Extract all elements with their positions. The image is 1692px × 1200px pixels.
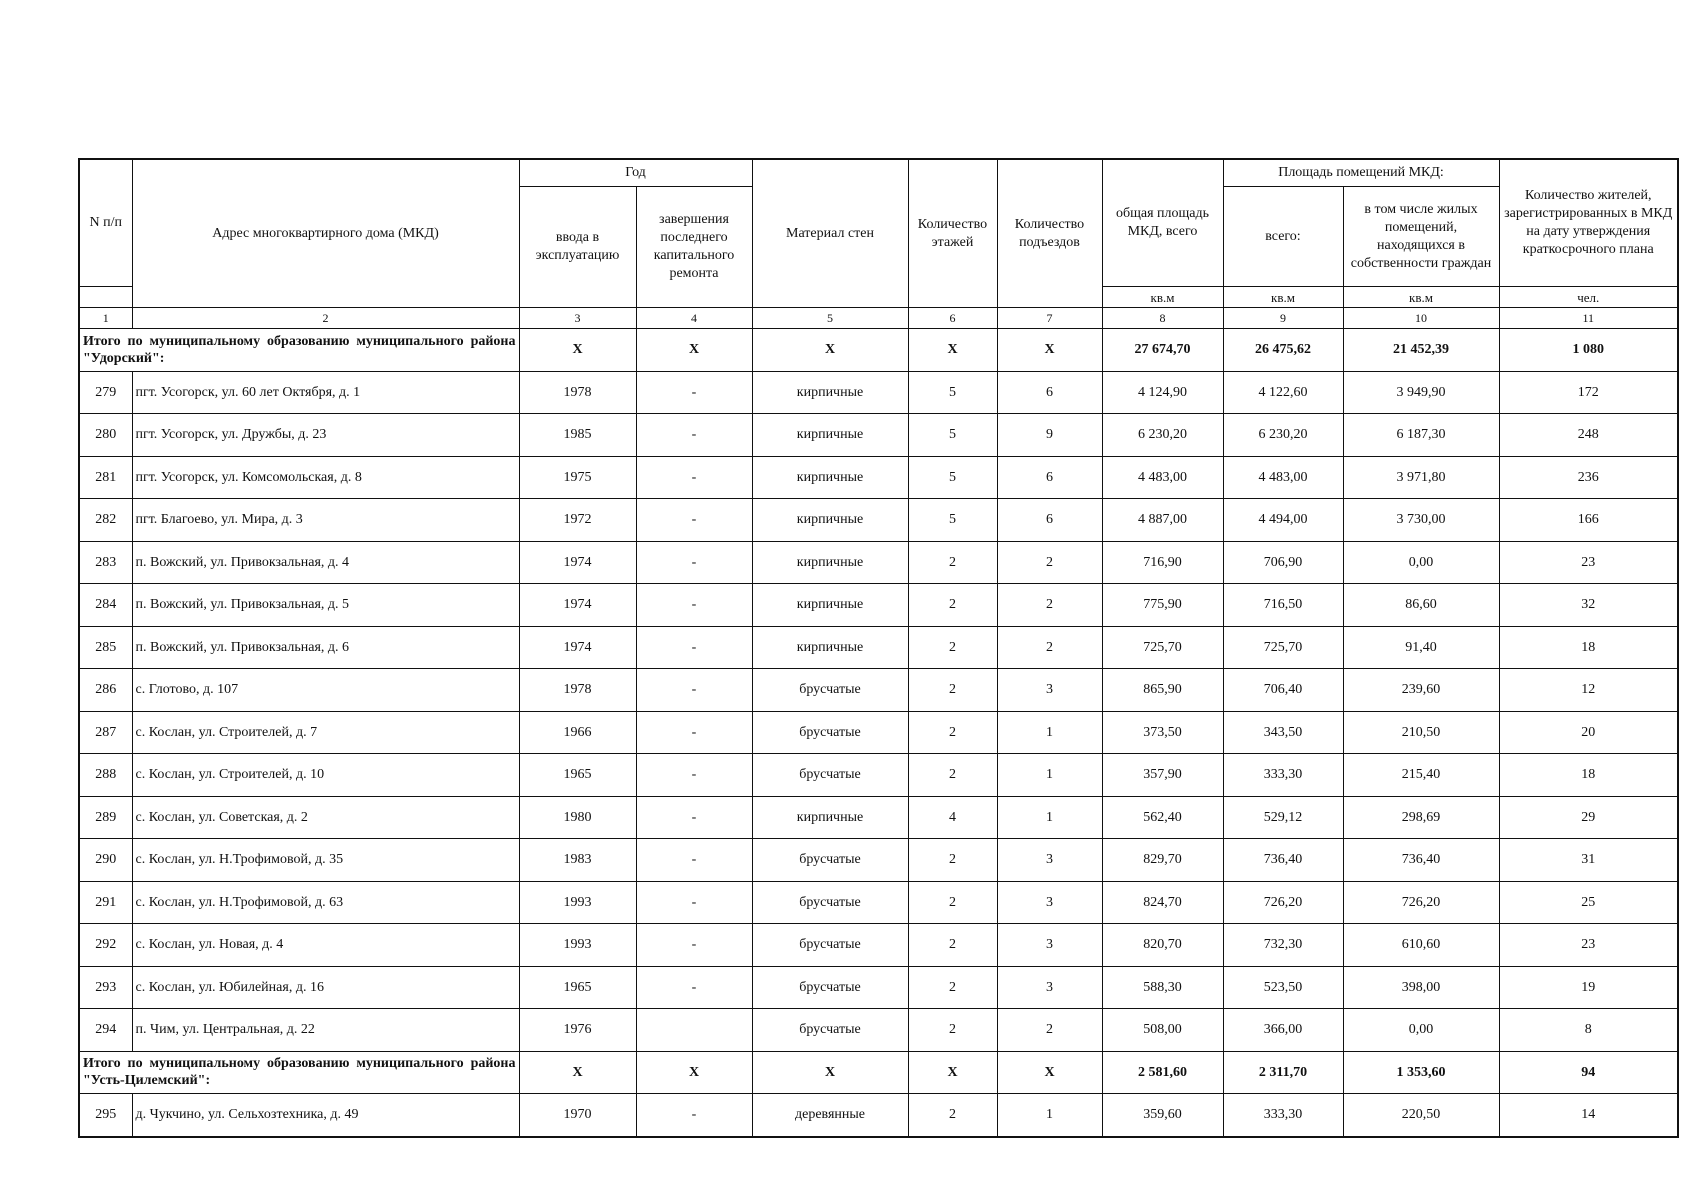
row-residents: 25: [1499, 881, 1678, 924]
row-total-area: 4 483,00: [1102, 456, 1223, 499]
row-wall: кирпичные: [752, 541, 908, 584]
unit-residents: чел.: [1499, 287, 1678, 308]
row-total-area: 725,70: [1102, 626, 1223, 669]
table-row: [79, 669, 1678, 712]
header-area-group: Площадь помещений МКД:: [1223, 159, 1499, 187]
row-total-area: 562,40: [1102, 796, 1223, 839]
row-address: пгт. Благоево, ул. Мира, д. 3: [132, 499, 519, 542]
row-area-citizens: 86,60: [1343, 584, 1499, 627]
total-cell: X: [752, 1051, 908, 1094]
row-area-citizens: 398,00: [1343, 966, 1499, 1009]
row-year-repair: -: [636, 839, 752, 882]
row-area-citizens: 91,40: [1343, 626, 1499, 669]
row-number: 293: [79, 966, 132, 1009]
row-number: 279: [79, 371, 132, 414]
row-year-repair: -: [636, 796, 752, 839]
table-row: [79, 414, 1678, 457]
header-area-all: всего:: [1223, 187, 1343, 287]
row-area-all: 725,70: [1223, 626, 1343, 669]
row-wall: деревянные: [752, 1094, 908, 1137]
row-area-citizens: 3 730,00: [1343, 499, 1499, 542]
total-cell: 21 452,39: [1343, 329, 1499, 372]
row-area-citizens: 220,50: [1343, 1094, 1499, 1137]
row-residents: 14: [1499, 1094, 1678, 1137]
row-area-citizens: 0,00: [1343, 1009, 1499, 1052]
row-area-all: 726,20: [1223, 881, 1343, 924]
row-area-all: 366,00: [1223, 1009, 1343, 1052]
row-address: п. Вожский, ул. Привокзальная, д. 4: [132, 541, 519, 584]
row-year-built: 1980: [519, 796, 636, 839]
row-address: пгт. Усогорск, ул. Дружбы, д. 23: [132, 414, 519, 457]
row-entrances: 3: [997, 881, 1102, 924]
row-entrances: 9: [997, 414, 1102, 457]
row-total-area: 357,90: [1102, 754, 1223, 797]
header-year-group: Год: [519, 159, 752, 187]
total-label: Итого по муниципальному образованию муниципального района "Удорский":: [79, 329, 519, 372]
table-row: [79, 541, 1678, 584]
row-area-all: 333,30: [1223, 1094, 1343, 1137]
header-num: N п/п: [79, 159, 132, 287]
row-floors: 5: [908, 499, 997, 542]
row-entrances: 2: [997, 541, 1102, 584]
row-year-built: 1978: [519, 669, 636, 712]
table-row: [79, 584, 1678, 627]
row-year-built: 1976: [519, 1009, 636, 1052]
table-row: [79, 1009, 1678, 1052]
row-year-built: 1985: [519, 414, 636, 457]
row-area-all: 333,30: [1223, 754, 1343, 797]
row-area-citizens: 736,40: [1343, 839, 1499, 882]
table-row: [79, 754, 1678, 797]
row-number: 289: [79, 796, 132, 839]
total-cell: 1 080: [1499, 329, 1678, 372]
header-area-citizens: в том числе жилых помещений, находящихся в собственности граждан: [1343, 187, 1499, 287]
column-number: 2: [132, 308, 519, 329]
header-entrances: Количество подъездов: [997, 159, 1102, 308]
row-residents: 23: [1499, 924, 1678, 967]
row-entrances: 1: [997, 796, 1102, 839]
row-residents: 23: [1499, 541, 1678, 584]
row-wall: кирпичные: [752, 584, 908, 627]
row-residents: 236: [1499, 456, 1678, 499]
table-row: [79, 711, 1678, 754]
row-address: с. Кослан, ул. Н.Трофимовой, д. 35: [132, 839, 519, 882]
row-area-citizens: 3 971,80: [1343, 456, 1499, 499]
row-wall: кирпичные: [752, 796, 908, 839]
row-number: 292: [79, 924, 132, 967]
row-floors: 2: [908, 1009, 997, 1052]
table-row: [79, 456, 1678, 499]
row-residents: 166: [1499, 499, 1678, 542]
row-year-built: 1993: [519, 881, 636, 924]
row-floors: 2: [908, 881, 997, 924]
total-cell: 27 674,70: [1102, 329, 1223, 372]
row-entrances: 2: [997, 1009, 1102, 1052]
total-cell: X: [997, 1051, 1102, 1094]
row-area-all: 4 122,60: [1223, 371, 1343, 414]
header-total-area: общая площадь МКД, всего: [1102, 159, 1223, 287]
total-cell: 2 581,60: [1102, 1051, 1223, 1094]
header-num-unit: [79, 287, 132, 308]
row-year-built: 1978: [519, 371, 636, 414]
table-row: [79, 924, 1678, 967]
total-label: Итого по муниципальному образованию муниципального района "Усть-Цилемский":: [79, 1051, 519, 1094]
row-address: с. Кослан, ул. Н.Трофимовой, д. 63: [132, 881, 519, 924]
column-number: 7: [997, 308, 1102, 329]
row-wall: кирпичные: [752, 456, 908, 499]
row-year-repair: -: [636, 711, 752, 754]
row-area-citizens: 3 949,90: [1343, 371, 1499, 414]
row-number: 284: [79, 584, 132, 627]
row-year-built: 1970: [519, 1094, 636, 1137]
row-address: с. Кослан, ул. Новая, д. 4: [132, 924, 519, 967]
row-year-repair: -: [636, 584, 752, 627]
row-floors: 5: [908, 456, 997, 499]
column-number: 8: [1102, 308, 1223, 329]
row-year-repair: -: [636, 966, 752, 1009]
row-address: пгт. Усогорск, ул. Комсомольская, д. 8: [132, 456, 519, 499]
row-residents: 12: [1499, 669, 1678, 712]
row-floors: 2: [908, 711, 997, 754]
total-cell: X: [636, 1051, 752, 1094]
row-year-built: 1966: [519, 711, 636, 754]
row-address: с. Кослан, ул. Строителей, д. 10: [132, 754, 519, 797]
row-area-all: 523,50: [1223, 966, 1343, 1009]
row-wall: кирпичные: [752, 371, 908, 414]
row-address: д. Чукчино, ул. Сельхозтехника, д. 49: [132, 1094, 519, 1137]
row-year-repair: -: [636, 541, 752, 584]
row-area-citizens: 0,00: [1343, 541, 1499, 584]
row-address: пгт. Усогорск, ул. 60 лет Октября, д. 1: [132, 371, 519, 414]
row-entrances: 1: [997, 754, 1102, 797]
row-residents: 172: [1499, 371, 1678, 414]
row-year-built: 1975: [519, 456, 636, 499]
row-year-built: 1993: [519, 924, 636, 967]
row-year-repair: -: [636, 754, 752, 797]
header-year-repair: завершения последнего капитального ремонта: [636, 187, 752, 308]
row-residents: 29: [1499, 796, 1678, 839]
row-number: 290: [79, 839, 132, 882]
total-cell: X: [519, 329, 636, 372]
row-wall: брусчатые: [752, 754, 908, 797]
row-area-all: 529,12: [1223, 796, 1343, 839]
row-area-all: 716,50: [1223, 584, 1343, 627]
header-address: Адрес многоквартирного дома (МКД): [132, 159, 519, 308]
row-entrances: 6: [997, 456, 1102, 499]
row-year-built: 1974: [519, 584, 636, 627]
row-floors: 4: [908, 796, 997, 839]
total-cell: X: [636, 329, 752, 372]
row-area-all: 736,40: [1223, 839, 1343, 882]
row-total-area: 4 887,00: [1102, 499, 1223, 542]
row-residents: 18: [1499, 754, 1678, 797]
header-wall: Материал стен: [752, 159, 908, 308]
row-number: 294: [79, 1009, 132, 1052]
row-wall: брусчатые: [752, 1009, 908, 1052]
row-total-area: 829,70: [1102, 839, 1223, 882]
row-wall: брусчатые: [752, 924, 908, 967]
row-year-built: 1965: [519, 966, 636, 1009]
table-row: [79, 796, 1678, 839]
row-total-area: 588,30: [1102, 966, 1223, 1009]
table-row: [79, 499, 1678, 542]
row-address: с. Кослан, ул. Советская, д. 2: [132, 796, 519, 839]
row-wall: брусчатые: [752, 839, 908, 882]
row-floors: 2: [908, 924, 997, 967]
row-area-all: 343,50: [1223, 711, 1343, 754]
row-area-all: 706,40: [1223, 669, 1343, 712]
column-number: 3: [519, 308, 636, 329]
row-year-repair: -: [636, 1094, 752, 1137]
row-entrances: 2: [997, 584, 1102, 627]
row-year-built: 1974: [519, 541, 636, 584]
unit-total-area: кв.м: [1102, 287, 1223, 308]
table-row: [79, 626, 1678, 669]
table-row: [79, 881, 1678, 924]
row-area-citizens: 239,60: [1343, 669, 1499, 712]
header-residents: Количество жителей, зарегистрированных в МКД на дату утверждения краткосрочного плана: [1499, 159, 1678, 287]
column-number: 1: [79, 308, 132, 329]
table-row: [79, 839, 1678, 882]
row-floors: 2: [908, 754, 997, 797]
row-wall: брусчатые: [752, 966, 908, 1009]
row-number: 287: [79, 711, 132, 754]
row-total-area: 508,00: [1102, 1009, 1223, 1052]
row-residents: 18: [1499, 626, 1678, 669]
row-floors: 5: [908, 371, 997, 414]
header-floors: Количество этажей: [908, 159, 997, 308]
row-address: с. Глотово, д. 107: [132, 669, 519, 712]
row-area-all: 4 483,00: [1223, 456, 1343, 499]
row-year-built: 1974: [519, 626, 636, 669]
row-area-all: 706,90: [1223, 541, 1343, 584]
total-row: [79, 1051, 1678, 1094]
total-cell: X: [997, 329, 1102, 372]
row-area-citizens: 215,40: [1343, 754, 1499, 797]
row-total-area: 6 230,20: [1102, 414, 1223, 457]
row-year-repair: -: [636, 924, 752, 967]
row-residents: 31: [1499, 839, 1678, 882]
row-wall: кирпичные: [752, 626, 908, 669]
row-wall: брусчатые: [752, 711, 908, 754]
total-cell: 94: [1499, 1051, 1678, 1094]
total-cell: X: [519, 1051, 636, 1094]
header-year-built: ввода в эксплуатацию: [519, 187, 636, 308]
row-total-area: 359,60: [1102, 1094, 1223, 1137]
row-year-repair: -: [636, 881, 752, 924]
column-number: 9: [1223, 308, 1343, 329]
total-cell: 1 353,60: [1343, 1051, 1499, 1094]
row-number: 286: [79, 669, 132, 712]
row-wall: брусчатые: [752, 881, 908, 924]
total-cell: X: [908, 329, 997, 372]
row-total-area: 865,90: [1102, 669, 1223, 712]
row-year-built: 1972: [519, 499, 636, 542]
row-address: с. Кослан, ул. Юбилейная, д. 16: [132, 966, 519, 1009]
row-residents: 32: [1499, 584, 1678, 627]
row-entrances: 3: [997, 924, 1102, 967]
row-entrances: 1: [997, 1094, 1102, 1137]
row-residents: 19: [1499, 966, 1678, 1009]
row-area-all: 6 230,20: [1223, 414, 1343, 457]
row-entrances: 3: [997, 669, 1102, 712]
column-number: 6: [908, 308, 997, 329]
row-area-citizens: 610,60: [1343, 924, 1499, 967]
row-floors: 2: [908, 626, 997, 669]
unit-area-citizens: кв.м: [1343, 287, 1499, 308]
table-row: [79, 371, 1678, 414]
row-year-repair: -: [636, 414, 752, 457]
row-number: 285: [79, 626, 132, 669]
row-number: 295: [79, 1094, 132, 1137]
row-floors: 2: [908, 584, 997, 627]
row-total-area: 775,90: [1102, 584, 1223, 627]
row-number: 288: [79, 754, 132, 797]
row-area-citizens: 210,50: [1343, 711, 1499, 754]
row-area-citizens: 6 187,30: [1343, 414, 1499, 457]
total-cell: X: [908, 1051, 997, 1094]
row-number: 283: [79, 541, 132, 584]
column-number: 5: [752, 308, 908, 329]
row-address: п. Чим, ул. Центральная, д. 22: [132, 1009, 519, 1052]
row-total-area: 820,70: [1102, 924, 1223, 967]
row-residents: 20: [1499, 711, 1678, 754]
row-floors: 5: [908, 414, 997, 457]
row-floors: 2: [908, 966, 997, 1009]
row-total-area: 716,90: [1102, 541, 1223, 584]
housing-table: [78, 158, 1679, 1138]
row-floors: 2: [908, 541, 997, 584]
total-cell: 2 311,70: [1223, 1051, 1343, 1094]
row-year-repair: [636, 1009, 752, 1052]
total-row: [79, 329, 1678, 372]
row-wall: брусчатые: [752, 669, 908, 712]
row-number: 291: [79, 881, 132, 924]
row-entrances: 6: [997, 371, 1102, 414]
row-entrances: 1: [997, 711, 1102, 754]
row-number: 282: [79, 499, 132, 542]
row-entrances: 3: [997, 839, 1102, 882]
row-entrances: 2: [997, 626, 1102, 669]
row-year-repair: -: [636, 626, 752, 669]
row-floors: 2: [908, 839, 997, 882]
row-wall: кирпичные: [752, 499, 908, 542]
row-area-citizens: 726,20: [1343, 881, 1499, 924]
table-row: [79, 1094, 1678, 1137]
row-address: п. Вожский, ул. Привокзальная, д. 6: [132, 626, 519, 669]
row-entrances: 3: [997, 966, 1102, 1009]
row-area-all: 732,30: [1223, 924, 1343, 967]
row-number: 280: [79, 414, 132, 457]
row-area-citizens: 298,69: [1343, 796, 1499, 839]
unit-area-all: кв.м: [1223, 287, 1343, 308]
total-cell: X: [752, 329, 908, 372]
row-total-area: 4 124,90: [1102, 371, 1223, 414]
column-number: 10: [1343, 308, 1499, 329]
row-total-area: 373,50: [1102, 711, 1223, 754]
row-residents: 248: [1499, 414, 1678, 457]
row-year-built: 1983: [519, 839, 636, 882]
row-year-built: 1965: [519, 754, 636, 797]
row-total-area: 824,70: [1102, 881, 1223, 924]
row-floors: 2: [908, 669, 997, 712]
column-number: 4: [636, 308, 752, 329]
row-year-repair: -: [636, 371, 752, 414]
row-year-repair: -: [636, 499, 752, 542]
row-area-all: 4 494,00: [1223, 499, 1343, 542]
row-residents: 8: [1499, 1009, 1678, 1052]
row-entrances: 6: [997, 499, 1102, 542]
row-address: п. Вожский, ул. Привокзальная, д. 5: [132, 584, 519, 627]
row-year-repair: -: [636, 669, 752, 712]
total-cell: 26 475,62: [1223, 329, 1343, 372]
row-number: 281: [79, 456, 132, 499]
column-number: 11: [1499, 308, 1678, 329]
row-floors: 2: [908, 1094, 997, 1137]
row-wall: кирпичные: [752, 414, 908, 457]
table-row: [79, 966, 1678, 1009]
row-address: с. Кослан, ул. Строителей, д. 7: [132, 711, 519, 754]
row-year-repair: -: [636, 456, 752, 499]
